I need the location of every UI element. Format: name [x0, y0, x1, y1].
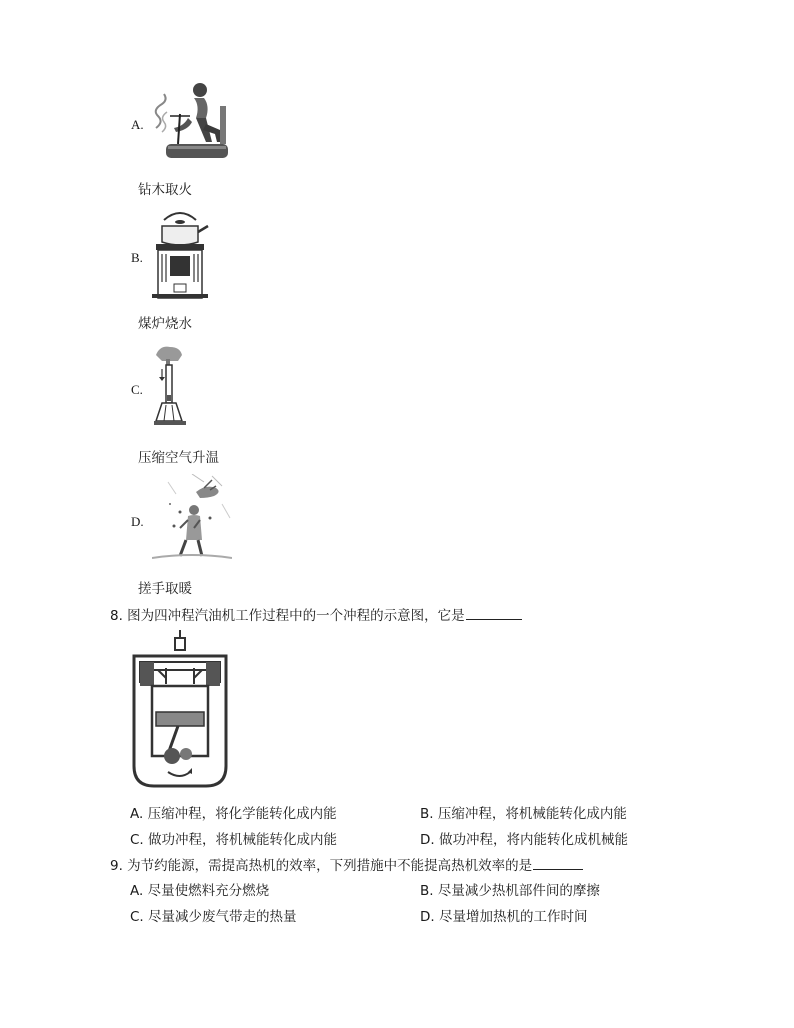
question-8-text: 8. 图为四冲程汽油机工作过程中的一个冲程的示意图，它是 [110, 608, 465, 624]
question-8-choice-b[interactable]: B. 压缩冲程，将机械能转化成内能 [420, 806, 627, 822]
answer-blank-9[interactable] [533, 857, 583, 870]
option-letter-a: A. [131, 117, 144, 132]
question-9-choice-c[interactable]: C. 尽量减少废气带走的热量 [130, 909, 297, 925]
question-8-choice-a[interactable]: A. 压缩冲程，将化学能转化成内能 [130, 806, 337, 822]
question-9-stem [110, 854, 583, 874]
option-letter-d: D. [131, 514, 144, 529]
question-9-choice-a[interactable]: A. 尽量使燃料充分燃烧 [130, 883, 270, 899]
answer-blank-8[interactable] [466, 607, 522, 620]
option-caption-c: 压缩空气升温 [138, 450, 219, 466]
option-letter-b: B. [131, 250, 143, 265]
drilling-wood-fire-icon [148, 76, 238, 166]
option-letter-c: C. [131, 382, 143, 397]
question-9-choice-d[interactable]: D. 尽量增加热机的工作时间 [420, 909, 588, 925]
option-caption-d: 搓手取暖 [138, 581, 192, 597]
engine-stroke-diagram-icon [130, 630, 230, 788]
rubbing-hands-warmth-icon [152, 474, 232, 564]
question-9-text: 9. 为节约能源，需提高热机的效率，下列措施中不能提高热机效率的是 [110, 858, 533, 874]
air-compression-syringe-icon [150, 343, 190, 431]
option-caption-b: 煤炉烧水 [138, 316, 192, 332]
question-9-choice-b[interactable]: B. 尽量减少热机部件间的摩擦 [420, 883, 600, 899]
option-caption-a: 钻木取火 [138, 182, 192, 198]
question-8-choice-c[interactable]: C. 做功冲程，将机械能转化成内能 [130, 832, 338, 848]
coal-stove-kettle-icon [150, 206, 210, 302]
question-8-choice-d[interactable]: D. 做功冲程，将内能转化成机械能 [420, 832, 628, 848]
question-8-stem [110, 604, 522, 624]
